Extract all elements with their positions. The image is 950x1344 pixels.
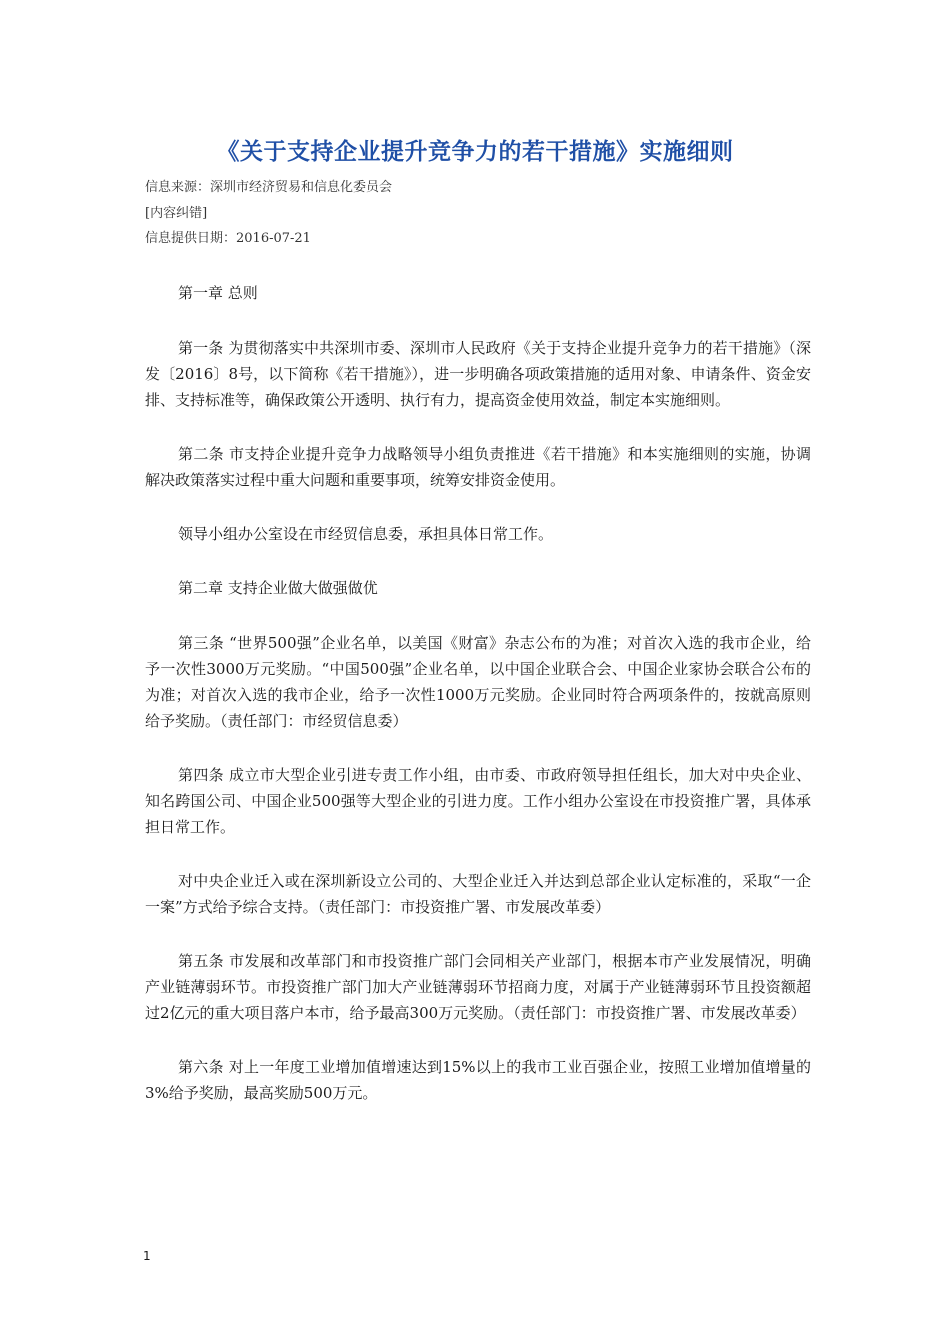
article-paragraph: 第六条 对上一年度工业增加值增速达到15%以上的我市工业百强企业，按照工业增加值增量的3%给予奖励，最高奖励500万元。 [145, 1058, 811, 1102]
chapter-heading: 第一章 总则 [178, 284, 258, 302]
article-paragraph: 第五条 市发展和改革部门和市投资推广部门会同相关产业部门，根据本市产业发展情况，明确产业链薄弱环节。市投资推广部门加大产业链薄弱环节招商力度，对属于产业链薄弱环节且投资额超过2亿元的重大项目落户本市，给予最高300万元奖励。（责任部门：市投资推广署、市发展改革委） [145, 952, 811, 1022]
document-body [145, 280, 811, 1134]
article-paragraph: 领导小组办公室设在市经贸信息委，承担具体日常工作。 [178, 525, 554, 543]
article-paragraph: 第四条 成立市大型企业引进专责工作小组，由市委、市政府领导担任组长，加大对中央企业、知名跨国公司、中国企业500强等大型企业的引进力度。工作小组办公室设在市投资推广署，具体承担日常工作。 [145, 766, 811, 836]
article-paragraph: 对中央企业迁入或在深圳新设立公司的、大型企业迁入并达到总部企业认定标准的，采取“一企一案”方式给予综合支持。（责任部门：市投资推广署、市发展改革委） [145, 872, 811, 916]
page-number: 1 [143, 1249, 151, 1263]
content-correction-link[interactable]: [内容纠错] [145, 206, 208, 221]
article-paragraph: 第一条 为贯彻落实中共深圳市委、深圳市人民政府《关于支持企业提升竞争力的若干措施》（深发〔2016〕8号，以下简称《若干措施》），进一步明确各项政策措施的适用对象、申请条件、资金安排、支持标准等，确保政策公开透明、执行有力，提高资金使用效益，制定本实施细则。 [145, 339, 811, 409]
article-paragraph: 第三条 “世界500强”企业名单，以美国《财富》杂志公布的为准；对首次入选的我市企业，给予一次性3000万元奖励。“中国500强”企业名单，以中国企业联合会、中国企业家协会联合公布的为准；对首次入选的我市企业，给予一次性1000万元奖励。企业同时符合两项条件的，按就高原则给予奖励。（责任部门：市经贸信息委） [145, 634, 811, 730]
info-date: 信息提供日期：2016-07-21 [145, 231, 311, 246]
chapter-heading: 第二章 支持企业做大做强做优 [178, 579, 378, 597]
article-paragraph: 第二条 市支持企业提升竞争力战略领导小组负责推进《若干措施》和本实施细则的实施，协调解决政策落实过程中重大问题和重要事项，统筹安排资金使用。 [145, 445, 811, 489]
info-source: 信息来源：深圳市经济贸易和信息化委员会 [145, 180, 393, 195]
document-title: 《关于支持企业提升竞争力的若干措施》实施细则 [216, 139, 734, 165]
